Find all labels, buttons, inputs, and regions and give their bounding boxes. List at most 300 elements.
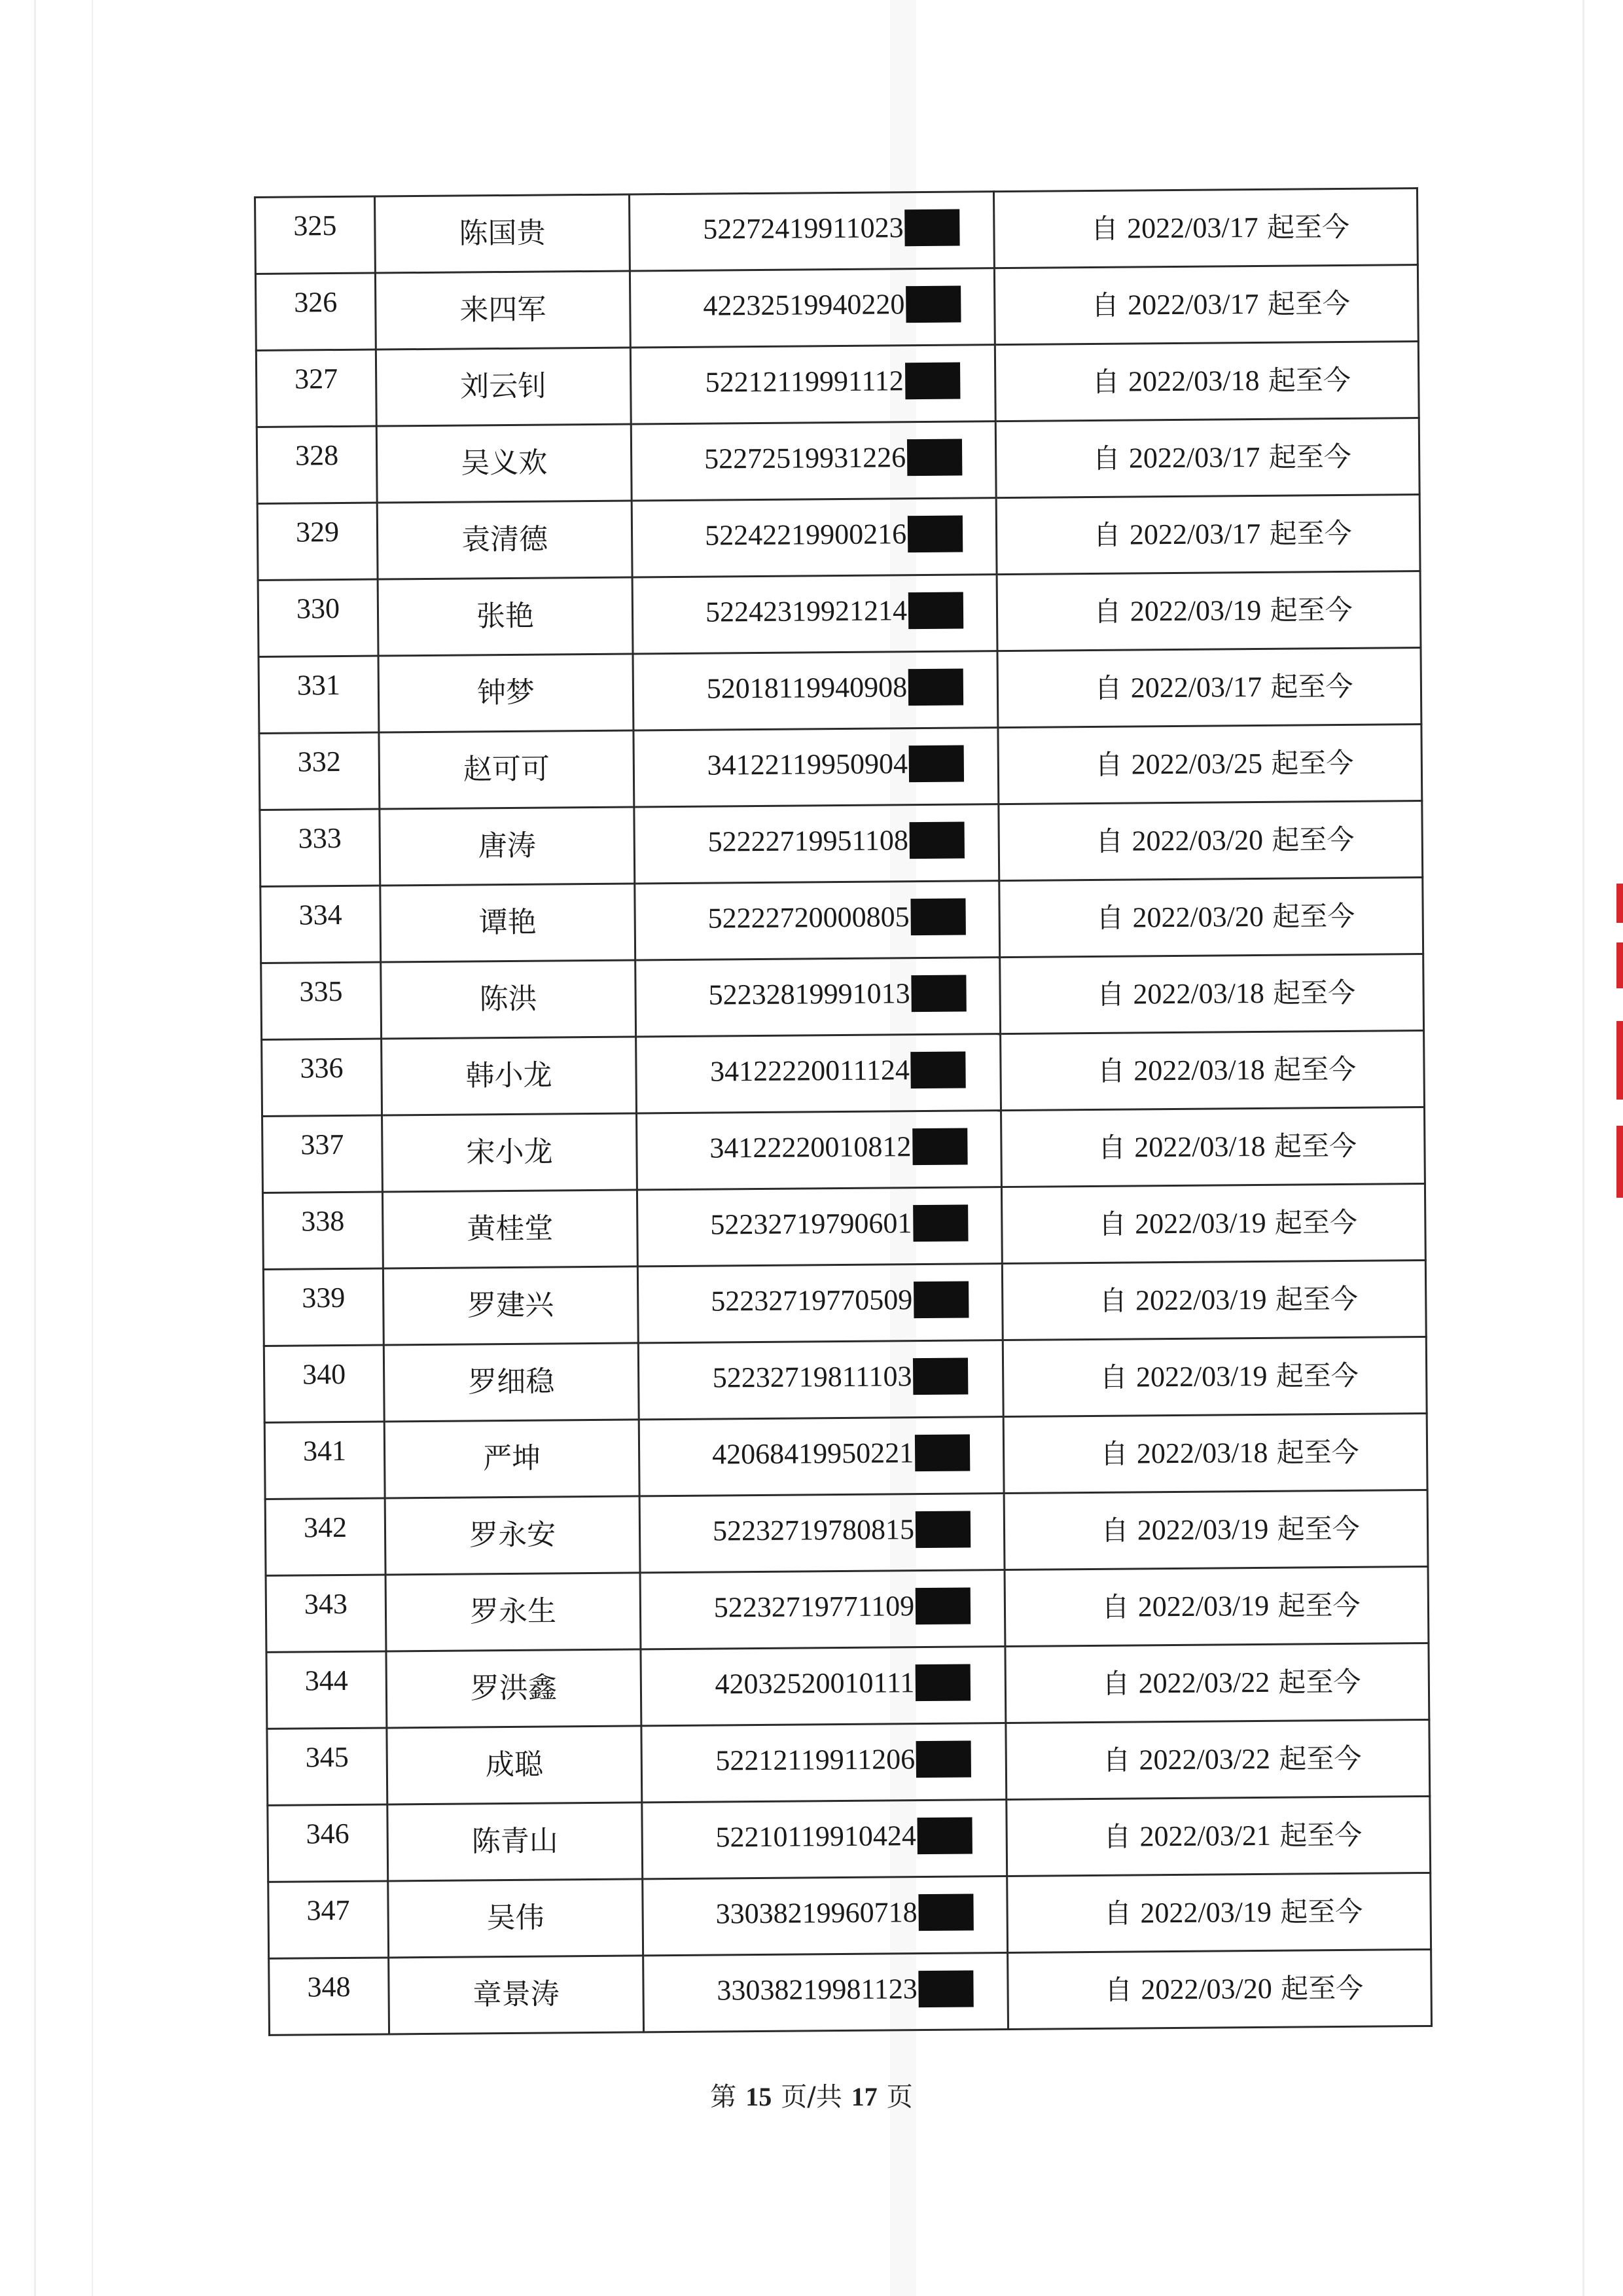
id-number: 34122220011124 bbox=[709, 1054, 910, 1088]
start-date: 2022/03/17 bbox=[1126, 211, 1258, 245]
date-cell bbox=[1003, 1413, 1427, 1493]
date-suffix: 起至今 bbox=[1258, 287, 1351, 320]
redaction-block bbox=[916, 1511, 971, 1548]
row-index: 336 bbox=[300, 1051, 344, 1085]
table-row bbox=[262, 1031, 1425, 1117]
start-date: 2022/03/19 bbox=[1140, 1895, 1272, 1929]
row-index: 337 bbox=[300, 1128, 344, 1161]
row-index-cell bbox=[264, 1422, 385, 1499]
date-prefix: 自 bbox=[1099, 1284, 1136, 1317]
date-cell bbox=[1001, 1107, 1425, 1187]
date-suffix: 起至今 bbox=[1270, 1742, 1362, 1775]
row-index-cell bbox=[256, 350, 376, 427]
id-number-cell bbox=[640, 1570, 1005, 1649]
edge-color-mark bbox=[1616, 1021, 1623, 1100]
date-prefix: 自 bbox=[1094, 672, 1131, 704]
person-name: 钟梦 bbox=[476, 675, 535, 710]
table-row bbox=[264, 1336, 1427, 1422]
start-date: 2022/03/18 bbox=[1134, 1130, 1266, 1164]
name-cell bbox=[376, 424, 632, 503]
person-name: 谭艳 bbox=[478, 905, 537, 940]
person-name: 罗建兴 bbox=[467, 1288, 554, 1323]
row-index-cell bbox=[266, 1575, 386, 1652]
footer-middle: 页/共 bbox=[781, 2082, 842, 2112]
start-date: 2022/03/18 bbox=[1133, 1053, 1265, 1087]
date-prefix: 自 bbox=[1094, 595, 1130, 628]
id-number-cell bbox=[629, 192, 994, 271]
person-name: 陈洪 bbox=[479, 982, 537, 1016]
page-footer bbox=[0, 2076, 1623, 2113]
row-index: 348 bbox=[307, 1970, 351, 2003]
redaction-block bbox=[910, 822, 965, 859]
row-index-cell bbox=[260, 809, 380, 886]
name-cell bbox=[380, 807, 635, 886]
redaction-block bbox=[905, 363, 960, 400]
date-cell bbox=[1001, 1183, 1425, 1263]
start-date: 2022/03/17 bbox=[1129, 517, 1261, 551]
id-number: 52018119940908 bbox=[706, 671, 908, 705]
table-row bbox=[257, 495, 1420, 581]
date-suffix: 起至今 bbox=[1268, 1512, 1360, 1545]
row-index: 332 bbox=[297, 745, 341, 778]
id-number: 52212119991112 bbox=[705, 365, 904, 399]
redaction-block bbox=[908, 669, 963, 706]
person-name: 张艳 bbox=[476, 599, 535, 634]
row-index-cell bbox=[262, 1192, 383, 1269]
id-number-cell bbox=[633, 728, 999, 807]
id-number-cell bbox=[632, 575, 997, 654]
row-index-cell bbox=[260, 886, 381, 963]
name-cell bbox=[387, 1726, 642, 1804]
row-index: 342 bbox=[303, 1511, 348, 1544]
date-suffix: 起至今 bbox=[1268, 1435, 1359, 1469]
date-cell bbox=[998, 725, 1422, 804]
edge-color-mark bbox=[1616, 1126, 1623, 1198]
date-prefix: 自 bbox=[1100, 1437, 1137, 1470]
start-date: 2022/03/19 bbox=[1130, 594, 1262, 628]
date-suffix: 起至今 bbox=[1259, 363, 1351, 397]
name-cell bbox=[379, 730, 634, 809]
table-row bbox=[260, 878, 1423, 963]
row-index: 334 bbox=[298, 898, 342, 931]
id-number-cell bbox=[631, 422, 996, 501]
row-index-cell bbox=[257, 426, 377, 503]
id-number-cell bbox=[630, 268, 995, 348]
row-index: 331 bbox=[296, 668, 341, 702]
id-number-cell bbox=[635, 881, 1000, 960]
redaction-block bbox=[908, 592, 963, 630]
table-row bbox=[264, 1413, 1427, 1499]
date-suffix: 起至今 bbox=[1267, 1359, 1359, 1392]
date-prefix: 自 bbox=[1093, 518, 1130, 551]
row-index-cell bbox=[263, 1268, 383, 1346]
row-index-cell bbox=[261, 962, 382, 1039]
name-cell bbox=[386, 1649, 641, 1728]
id-number-cell bbox=[639, 1417, 1004, 1496]
start-date: 2022/03/22 bbox=[1139, 1742, 1271, 1776]
date-cell bbox=[1007, 1873, 1431, 1952]
id-number: 52232719780815 bbox=[712, 1513, 915, 1547]
person-name: 韩小龙 bbox=[465, 1058, 552, 1093]
start-date: 2022/03/19 bbox=[1137, 1513, 1269, 1547]
name-cell bbox=[382, 1037, 637, 1115]
name-cell bbox=[377, 501, 632, 579]
row-index-cell bbox=[262, 1039, 382, 1116]
date-prefix: 自 bbox=[1101, 1514, 1138, 1547]
table-row bbox=[266, 1643, 1429, 1729]
date-cell bbox=[1008, 1949, 1432, 2029]
date-prefix: 自 bbox=[1102, 1667, 1139, 1700]
date-cell bbox=[999, 878, 1423, 958]
redaction-block bbox=[909, 745, 964, 783]
row-index: 335 bbox=[299, 975, 343, 1008]
redaction-block bbox=[918, 1893, 973, 1931]
table-row bbox=[256, 342, 1419, 427]
person-name: 陈国贵 bbox=[459, 216, 546, 251]
table-row bbox=[269, 1949, 1432, 2035]
redaction-block bbox=[916, 1740, 971, 1778]
start-date: 2022/03/22 bbox=[1138, 1666, 1270, 1700]
person-name: 宋小龙 bbox=[466, 1135, 553, 1170]
scan-streak bbox=[34, 0, 36, 2296]
date-prefix: 自 bbox=[1097, 1054, 1134, 1087]
person-name: 罗永生 bbox=[469, 1594, 557, 1629]
date-cell bbox=[1002, 1260, 1426, 1340]
id-number-cell bbox=[637, 1111, 1002, 1190]
start-date: 2022/03/20 bbox=[1141, 1972, 1272, 2006]
name-cell bbox=[376, 348, 631, 426]
row-index-cell bbox=[258, 579, 378, 656]
name-cell bbox=[383, 1266, 638, 1345]
row-index-cell bbox=[255, 196, 376, 274]
footer-prefix: 第 bbox=[710, 2082, 737, 2112]
start-date: 2022/03/18 bbox=[1133, 977, 1265, 1011]
start-date: 2022/03/21 bbox=[1139, 1819, 1272, 1853]
id-number: 52232719771109 bbox=[713, 1590, 915, 1624]
name-cell bbox=[381, 960, 636, 1039]
date-prefix: 自 bbox=[1103, 1744, 1139, 1776]
redaction-block bbox=[908, 516, 963, 553]
date-suffix: 起至今 bbox=[1270, 1818, 1363, 1852]
id-number: 52222720000805 bbox=[707, 901, 910, 935]
person-name: 吴伟 bbox=[486, 1901, 544, 1935]
date-cell bbox=[1003, 1336, 1427, 1416]
date-suffix: 起至今 bbox=[1261, 593, 1353, 626]
table-row bbox=[262, 1183, 1425, 1269]
table-row bbox=[266, 1566, 1429, 1652]
id-number: 52272419911023 bbox=[703, 211, 904, 245]
date-suffix: 起至今 bbox=[1266, 1282, 1359, 1316]
date-suffix: 起至今 bbox=[1272, 1971, 1364, 2005]
date-cell bbox=[996, 495, 1420, 575]
redaction-block bbox=[904, 209, 959, 247]
id-number: 42032520010111 bbox=[715, 1666, 915, 1700]
row-index: 347 bbox=[306, 1893, 350, 1927]
person-name: 袁清德 bbox=[461, 522, 548, 557]
id-number: 42232519940220 bbox=[703, 288, 905, 322]
person-name: 唐涛 bbox=[478, 829, 537, 863]
redaction-block bbox=[914, 1281, 969, 1318]
name-cell bbox=[378, 654, 633, 732]
redaction-block bbox=[911, 1051, 966, 1088]
id-number-cell bbox=[638, 1340, 1003, 1420]
id-number: 33038219960718 bbox=[715, 1896, 918, 1930]
row-index: 328 bbox=[294, 439, 339, 472]
date-cell bbox=[1000, 954, 1424, 1034]
scan-streak bbox=[1582, 0, 1584, 2296]
date-prefix: 自 bbox=[1103, 1897, 1141, 1929]
row-index-cell bbox=[255, 273, 376, 350]
id-number-cell bbox=[637, 1264, 1003, 1343]
row-index-cell bbox=[268, 1804, 388, 1882]
total-page-number: 17 bbox=[851, 2082, 878, 2111]
row-index-cell bbox=[266, 1651, 387, 1729]
date-prefix: 自 bbox=[1092, 365, 1129, 398]
id-number: 33038219981123 bbox=[717, 1973, 918, 2007]
name-cell bbox=[388, 1879, 643, 1958]
id-number: 52242319921214 bbox=[705, 594, 908, 628]
table-row bbox=[255, 188, 1418, 274]
id-number: 42068419950221 bbox=[711, 1437, 914, 1471]
date-cell bbox=[1004, 1490, 1428, 1570]
name-cell bbox=[375, 194, 630, 273]
id-number-cell bbox=[639, 1494, 1005, 1573]
date-prefix: 自 bbox=[1091, 289, 1128, 321]
redaction-block bbox=[916, 1587, 971, 1624]
row-index: 343 bbox=[304, 1587, 348, 1621]
start-date: 2022/03/19 bbox=[1135, 1359, 1268, 1393]
table-row bbox=[261, 954, 1424, 1040]
name-cell bbox=[389, 1956, 644, 2034]
name-cell bbox=[382, 1190, 637, 1268]
row-index: 339 bbox=[302, 1281, 346, 1314]
row-index-cell bbox=[267, 1728, 387, 1805]
roster-table-container bbox=[254, 187, 1423, 2036]
name-cell bbox=[378, 577, 633, 656]
redaction-block bbox=[910, 898, 965, 935]
redaction-block bbox=[913, 1357, 968, 1395]
date-suffix: 起至今 bbox=[1264, 976, 1356, 1009]
scan-streak bbox=[92, 0, 93, 2296]
date-prefix: 自 bbox=[1095, 748, 1132, 781]
date-suffix: 起至今 bbox=[1261, 670, 1353, 703]
row-index: 344 bbox=[304, 1664, 349, 1697]
footer-suffix: 页 bbox=[886, 2082, 913, 2112]
id-number-cell bbox=[637, 1187, 1002, 1266]
start-date: 2022/03/20 bbox=[1132, 823, 1264, 857]
id-number: 34122220010812 bbox=[709, 1130, 912, 1164]
date-prefix: 自 bbox=[1096, 901, 1133, 934]
redaction-block bbox=[918, 1817, 972, 1854]
date-cell bbox=[1005, 1643, 1429, 1723]
row-index: 341 bbox=[302, 1434, 347, 1467]
id-number: 52210119910424 bbox=[715, 1820, 917, 1854]
date-prefix: 自 bbox=[1095, 825, 1132, 857]
redaction-block bbox=[907, 439, 962, 476]
row-index-cell bbox=[262, 1115, 383, 1193]
date-prefix: 自 bbox=[1092, 442, 1130, 475]
date-cell bbox=[1007, 1796, 1431, 1876]
date-prefix: 自 bbox=[1096, 978, 1133, 1011]
table-row bbox=[268, 1796, 1431, 1882]
row-index-cell bbox=[259, 656, 379, 733]
row-index-cell bbox=[268, 1881, 389, 1958]
date-suffix: 起至今 bbox=[1269, 1665, 1361, 1698]
name-cell bbox=[383, 1343, 639, 1422]
table-row bbox=[257, 418, 1419, 504]
person-name: 罗洪鑫 bbox=[470, 1671, 558, 1706]
name-cell bbox=[387, 1803, 643, 1881]
redaction-block bbox=[916, 1664, 971, 1701]
person-name: 黄桂堂 bbox=[467, 1211, 554, 1246]
id-number: 52272519931226 bbox=[704, 441, 906, 475]
start-date: 2022/03/18 bbox=[1136, 1436, 1268, 1470]
start-date: 2022/03/18 bbox=[1128, 364, 1260, 398]
row-index: 326 bbox=[294, 286, 338, 319]
person-name: 成聪 bbox=[485, 1748, 544, 1782]
table-row bbox=[255, 265, 1418, 351]
id-number: 52212119911206 bbox=[715, 1743, 916, 1777]
row-index-cell bbox=[265, 1498, 385, 1575]
table-row bbox=[265, 1490, 1428, 1575]
row-index: 327 bbox=[294, 363, 338, 395]
name-cell bbox=[385, 1573, 641, 1651]
date-cell bbox=[999, 801, 1423, 881]
row-index: 346 bbox=[306, 1817, 349, 1850]
roster-table-body bbox=[255, 188, 1432, 2036]
date-suffix: 起至今 bbox=[1258, 210, 1350, 243]
start-date: 2022/03/20 bbox=[1132, 900, 1264, 934]
id-number-cell bbox=[641, 1723, 1007, 1803]
redaction-block bbox=[911, 975, 966, 1012]
person-name: 吴义欢 bbox=[461, 446, 548, 480]
date-cell bbox=[1001, 1031, 1425, 1111]
date-cell bbox=[994, 265, 1418, 345]
date-suffix: 起至今 bbox=[1262, 823, 1355, 856]
date-cell bbox=[1006, 1719, 1430, 1799]
row-index-cell bbox=[264, 1345, 384, 1422]
id-number-cell bbox=[632, 498, 997, 577]
row-index: 325 bbox=[293, 209, 337, 242]
table-row bbox=[263, 1260, 1426, 1346]
id-number-cell bbox=[635, 958, 1001, 1037]
redaction-block bbox=[912, 1128, 967, 1165]
table-row bbox=[268, 1873, 1431, 1958]
row-index: 340 bbox=[302, 1357, 346, 1391]
person-name: 陈青山 bbox=[471, 1824, 558, 1859]
date-prefix: 自 bbox=[1099, 1361, 1137, 1393]
start-date: 2022/03/19 bbox=[1137, 1589, 1270, 1623]
id-number-cell bbox=[641, 1647, 1006, 1726]
id-number-cell bbox=[634, 804, 999, 884]
person-name: 章景涛 bbox=[473, 1977, 560, 2012]
table-row bbox=[259, 725, 1422, 810]
id-number: 52232819991013 bbox=[708, 977, 910, 1011]
edge-color-mark bbox=[1616, 884, 1623, 923]
row-index: 333 bbox=[298, 821, 342, 855]
date-cell bbox=[995, 418, 1419, 498]
date-suffix: 起至今 bbox=[1271, 1895, 1363, 1928]
person-name: 罗细稳 bbox=[468, 1365, 555, 1399]
row-index: 345 bbox=[305, 1740, 349, 1774]
date-suffix: 起至今 bbox=[1265, 1129, 1357, 1162]
start-date: 2022/03/19 bbox=[1135, 1283, 1267, 1317]
date-suffix: 起至今 bbox=[1264, 1052, 1357, 1086]
date-suffix: 起至今 bbox=[1260, 440, 1351, 473]
name-cell bbox=[385, 1496, 640, 1575]
date-cell bbox=[995, 342, 1419, 422]
date-prefix: 自 bbox=[1101, 1590, 1138, 1623]
id-number: 52232719790601 bbox=[710, 1207, 912, 1241]
start-date: 2022/03/25 bbox=[1131, 747, 1263, 781]
id-number-cell bbox=[636, 1034, 1001, 1113]
table-row bbox=[267, 1719, 1430, 1805]
row-index-cell bbox=[269, 1958, 389, 2035]
date-prefix: 自 bbox=[1098, 1208, 1135, 1240]
start-date: 2022/03/19 bbox=[1134, 1206, 1266, 1240]
id-number: 52242219900216 bbox=[704, 518, 907, 552]
table-row bbox=[258, 571, 1421, 657]
person-name: 罗永安 bbox=[469, 1518, 556, 1552]
id-number: 52222719951108 bbox=[707, 824, 909, 858]
date-suffix: 起至今 bbox=[1260, 516, 1352, 550]
date-prefix: 自 bbox=[1097, 1131, 1135, 1164]
table-row bbox=[260, 801, 1423, 887]
id-number-cell bbox=[642, 1800, 1007, 1879]
name-cell bbox=[375, 271, 630, 350]
date-cell bbox=[993, 188, 1418, 268]
name-cell bbox=[380, 884, 635, 962]
row-index-cell bbox=[257, 503, 378, 580]
row-index: 330 bbox=[296, 592, 340, 625]
date-suffix: 起至今 bbox=[1263, 899, 1355, 933]
edge-color-mark bbox=[1616, 942, 1623, 988]
date-prefix: 自 bbox=[1090, 212, 1128, 245]
date-cell bbox=[1005, 1566, 1429, 1646]
date-prefix: 自 bbox=[1104, 1973, 1141, 2006]
current-page-number: 15 bbox=[745, 2082, 772, 2111]
id-number-cell bbox=[630, 345, 995, 424]
person-name: 严坤 bbox=[482, 1441, 541, 1476]
id-number: 52232719770509 bbox=[711, 1283, 913, 1318]
id-number-cell bbox=[633, 651, 998, 730]
id-number: 52232719811103 bbox=[712, 1360, 912, 1394]
row-index-cell bbox=[259, 732, 380, 810]
start-date: 2022/03/17 bbox=[1128, 440, 1260, 475]
name-cell bbox=[384, 1420, 639, 1498]
start-date: 2022/03/17 bbox=[1130, 670, 1262, 704]
date-prefix: 自 bbox=[1103, 1820, 1140, 1853]
redaction-block bbox=[919, 1970, 974, 2007]
row-index: 329 bbox=[295, 515, 340, 548]
redaction-block bbox=[915, 1434, 970, 1471]
person-name: 赵可可 bbox=[463, 752, 550, 787]
redaction-block bbox=[913, 1204, 968, 1242]
date-suffix: 起至今 bbox=[1262, 746, 1354, 780]
id-number-cell bbox=[643, 1876, 1008, 1956]
table-row bbox=[262, 1107, 1425, 1193]
start-date: 2022/03/17 bbox=[1127, 287, 1259, 321]
roster-table bbox=[254, 187, 1433, 2036]
table-row bbox=[259, 648, 1421, 734]
row-index: 338 bbox=[301, 1204, 345, 1238]
redaction-block bbox=[906, 286, 961, 323]
id-number: 34122119950904 bbox=[707, 747, 908, 781]
person-name: 来四军 bbox=[459, 293, 546, 327]
id-number-cell bbox=[643, 1953, 1008, 2032]
date-cell bbox=[997, 648, 1421, 728]
person-name: 刘云钊 bbox=[460, 369, 547, 404]
